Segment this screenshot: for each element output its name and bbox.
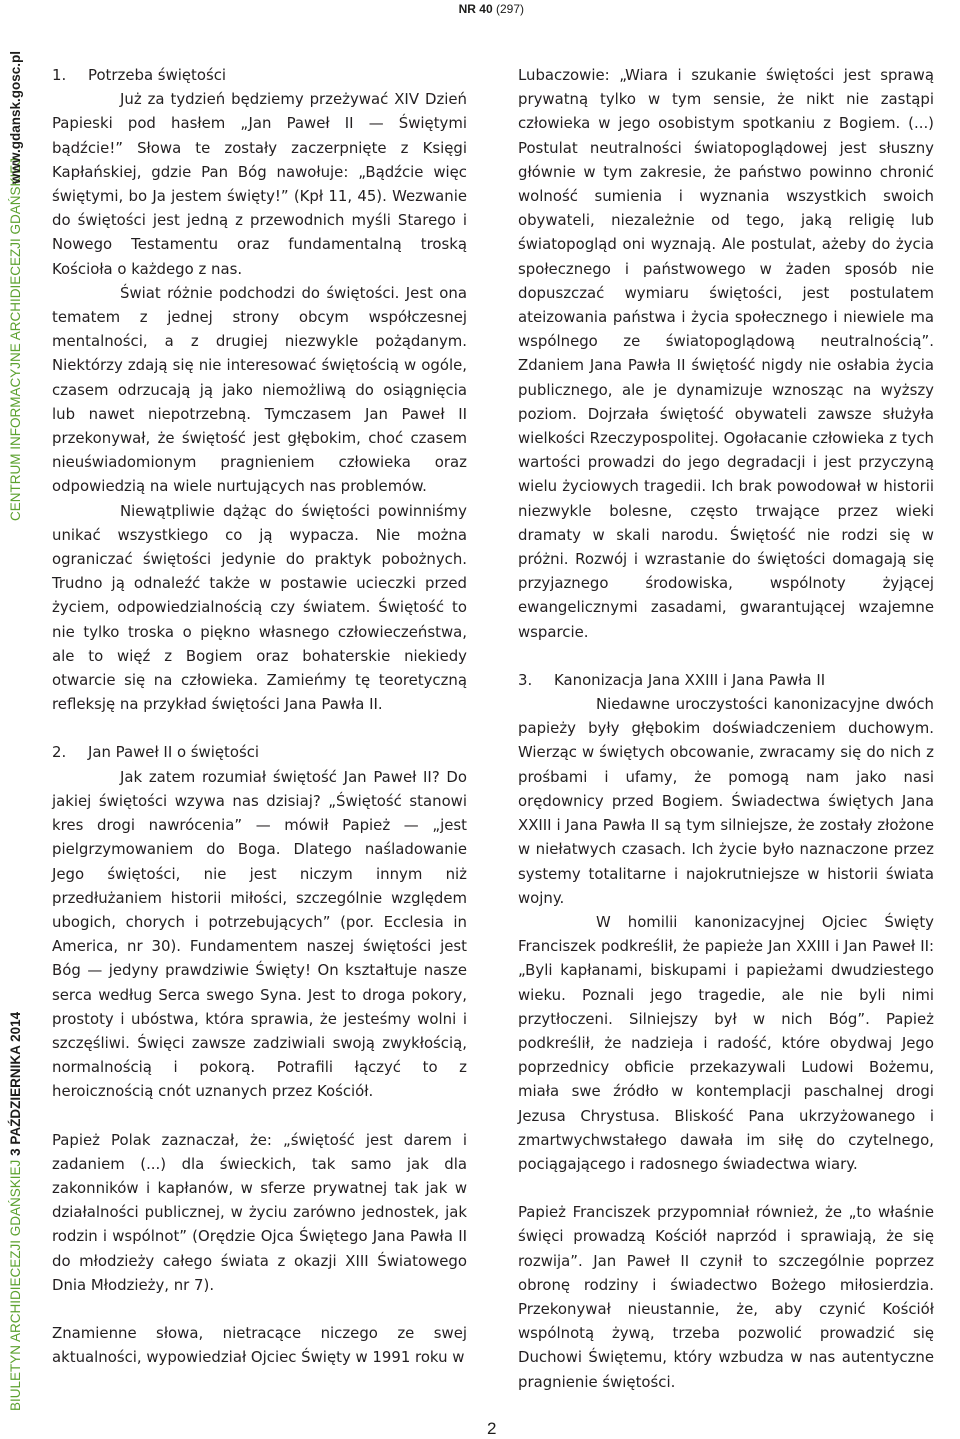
- paragraph: Już za tydzień będziemy przeżywać XIV Dzień Papieski pod hasłem „Jan Paweł II — Świętymi bądźcie!” Słowa te zostały zaczerpnięte z Księgi Kapłańskiej, gdzie Pan Bóg nawołuje: „Bądźcie więc świętymi, bo Ja jestem święty!” (Kpł 11, 45). Wezwanie do świętości jest jedną z przewodnich myśli Starego i Nowego Testamentu oraz fundamentalną troską Kościoła o każdego z nas.: [52, 90, 467, 278]
- paragraph: Papież Polak zaznaczał, że: „świętość jest darem i zadaniem (...) dla świeckich, tak samo jak dla zakonników i kapłanów, w sferze prywatnej tak jak w działalności publicznej, w życiu zarówno jednostek, jak rodzin i wspólnot” (Orędzie Ojca Świętego Jana Pawła II do młodzieży całego świata z okazji XIII Światowego Dnia Młodzieży, nr 7).: [52, 1130, 467, 1294]
- center-name: CENTRUM INFORMACYJNE ARCHIDIECEZJI GDAŃSKIEJ: [8, 157, 23, 521]
- paragraph: Jak zatem rozumiał świętość Jan Paweł II? Do jakiej świętości wzywa nas dzisiaj? „Świętość stanowi kres drogi nawrócenia” — mówił Papież — „jest pielgrzymowaniem do Boga. Dlatego naśladowanie Jego świętości, nie jest niczym innym niż przedłużaniem historii miłości, szczególnie względem ubogich, chorych i potrzebujących” (por. Ecclesia in America, nr 30). Fundamentem naszej świętości jest Bóg — jedyny prawdziwie Święty! On kształtuje nasze serca według Serca swego Syna. Jest to droga pokory, prostoty i ubóstwa, która sprawia, że jesteśmy wolni i szczęśliwi. Święci zawsze zadziwiali swoją zwykłością, normalnością i pokorą. Potrafili łączyć to z heroicznością cnót uznanych przez Kościół.: [52, 767, 467, 1101]
- section-title: Jan Paweł II o świętości: [88, 743, 260, 762]
- section-title: Potrzeba świętości: [88, 66, 227, 84]
- section-title: Kanonizacja Jana XXIII i Jana Pawła II: [554, 670, 826, 689]
- website-url: www.gdansk.gosc.pl: [8, 51, 23, 185]
- paragraph: Niedawne uroczystości kanonizacyjne dwóch papieży były głębokim doświadczeniem duchowym. Wierząc w świętych obcowanie, zwracamy się do nich z prośbami i ufamy, że pomogą nam jako nasi orędownicy przed Bogiem. Świadectwa świętych Jana XXIII i Jana Pawła II są tym silniejsze, że zostały złożone w niełatwych czasach. Ich życie było naznaczone przez systemy totalitarne i najokrutniejsze w historii świata wojny.: [518, 695, 934, 907]
- paragraph: Papież Franciszek przypomniał również, że „to właśnie święci prowadzą Kościół naprzód i sprawiają, że się rozwija”. Jan Paweł II czynił to szczególnie poprzez obronę rodziny i świadectwo Bożego miłosierdzia. Przekonywał nieustannie, że, aby czynić Kościół wspólnotą żywą, trzeba pozwolić prowadzić się Duchowi Świętemu, który wzbudza w nas autentyczne pragnienie świętości.: [518, 1203, 934, 1391]
- issue-number: (297): [495, 2, 524, 16]
- issue-header: [459, 2, 524, 16]
- side-banner: [5, 51, 27, 1411]
- section-1-heading: [52, 63, 467, 87]
- paragraph: Świat różnie podchodzi do świętości. Jest ona tematem z jednej strony obcym współczesnej mentalności, a z drugiej niezwykle pożądanym. Niektórzy zdają się nie interesować świętością w ogóle, czasem odrzucają ją jako niemożliwą do osiągnięcia lub nawet niepotrzebną. Tymczasem Jan Paweł II przekonywał, że świętość jest głębokim, choć czasem nieuświadomionym pragnieniem człowieka oraz odpowiedzią na wiele nurtujących nas problemów.: [52, 283, 467, 496]
- section-number: 2.: [52, 743, 67, 762]
- section-number: 1.: [52, 66, 67, 84]
- section-3-heading: [518, 668, 934, 692]
- section-2-heading: [52, 740, 467, 764]
- section-number: 3.: [518, 670, 533, 689]
- left-column: [52, 63, 467, 1369]
- paragraph: Lubaczowie: „Wiara i szukanie świętości jest sprawą prywatną tylko w tym sensie, że nikt nie zastąpi człowieka w jego osobistym spotkaniu z Bogiem. (...) Postulat neutralności światopoglądowej jest słuszny głównie w tym zakresie, że państwo powinno chronić wolność sumienia i wyznania wszystkich swoich obywateli, niezależnie od tego, jaką religię lub światopogląd oni wyznają. Ale postulat, ażeby do życia społecznego i państwowego w żaden sposób nie dopuszczać wymiaru świętości, jest postulatem ateizowania państwa i życia społecznego i niewiele ma wspólnego ze światopoglądową neutralnością”. Zdaniem Jana Pawła II świętość nigdy nie osłabia życia publicznego, ale je dynamizuje wznosząc na wyższy poziom. Dojrzała świętość obywateli zawsze służyła wielkości Rzeczypospolitej. Ogołacanie człowieka z tych wartości prowadzi do jego degradacji i jest przyczyną wielu życiowych tragedii. Ich brak powodował w historii niezwykle bolesne, często trwające przez wieki dramaty w skali narodu. Świętość nie rodzi się w próżni. Rozwój i wzrastanie do świętości domagają się przyjaznego środowiska, wspólnoty żyjącej ewangelicznymi zasadami, gwarantującej wzajemne wsparcie.: [518, 66, 934, 641]
- paragraph: Niewątpliwie dążąc do świętości powinniśmy unikać wszystkiego co ją wypacza. Nie można ograniczać świętości jedynie do praktyk pobożnych. Trudno ją odnaleźć także w postawie ucieczki przed życiem, odpowiedzialnością czy światem. Świętość to nie tylko troska o piękno własnego człowieczeństwa, ale to więź z Bogiem oraz bohaterskie niekiedy otwarcie się na człowieka. Zamieńmy tę teoretyczną refleksję na przykład świętości Jana Pawła II.: [52, 501, 467, 714]
- page-number: 2: [487, 1419, 497, 1438]
- right-column: [518, 63, 934, 1394]
- paragraph: W homilii kanonizacyjnej Ojciec Święty Franciszek podkreślił, że papieże Jan XXIII i Jan Paweł II: „Byli kapłanami, biskupami i papieżami dwudziestego wieku. Poznali jego tragedie, ale nie byli nimi przytłoczeni. Silniejszy był w nich Bóg”. Papież podkreślił, że nadzieja i radość, które obydwaj Jego poprzednicy obficie przekazywali Ludowi Bożemu, miała swe źródło w kontemplacji paschalnej drogi Jezusa Chrystusa. Bliskość Pana ukrzyżowanego i zmartwychwstałego dawała im siłę do czytelnego, pociągającego i radosnego świadectwa wiary.: [518, 912, 934, 1173]
- publication-name: BIULETYN ARCHIDIECEZJI GDAŃSKIEJ: [8, 1159, 23, 1411]
- issue-label: NR 40: [458, 2, 493, 16]
- publication-date: 3 PAŹDZIERNIKA 2014: [8, 1011, 23, 1156]
- paragraph: Znamienne słowa, nietracące niczego ze swej aktualności, wypowiedział Ojciec Święty w 1991 roku w: [52, 1323, 467, 1367]
